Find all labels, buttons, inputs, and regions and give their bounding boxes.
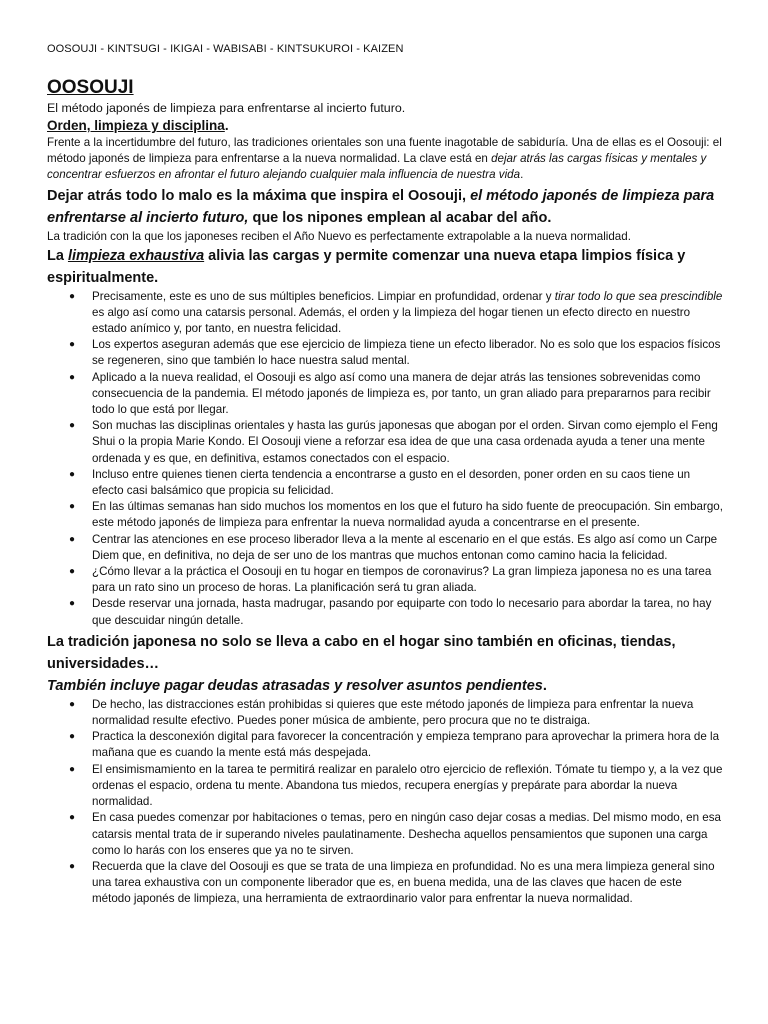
page-title: OOSOUJI [47, 77, 134, 98]
list-item [47, 370, 723, 419]
list-item-text: Precisamente, este es uno de sus múltiples beneficios. Limpiar en profundidad, ordenar y [92, 289, 555, 303]
list-item-text: Incluso entre quienes tienen cierta tendencia a encontrarse a gusto en el desorden, poner orden en su caos tiene un efecto casi balsámico que propicia su felicidad. [92, 467, 691, 498]
list-item-text: Practica la desconexión digital para favorecer la concentración y empieza temprano para aprovechar la primera hora de la mañana que es cuando la mente está más despejada. [92, 730, 720, 760]
list-item-text: Centrar las atenciones en ese proceso liberador lleva a la mente al escenario en el que estás. Es algo así como un Carpe Diem que, en definitiva, no deja de ser uno de los mantras que muchos entonan como camino hacia la felicidad. [92, 532, 718, 562]
bullet-icon: ● [69, 860, 76, 872]
limpieza-text-a: La [47, 247, 68, 264]
list-item-text-italic: tirar todo lo que sea prescindible [554, 289, 723, 303]
dejar-text-c: el método japonés de limpieza para enfrentarse al incierto futuro, [47, 187, 715, 226]
intro-text-b: dejar atrás las cargas físicas y mentales y concentrar esfuerzos en afrontar el futuro alejando cualquier mala influencia de nuestra vida [47, 152, 707, 182]
list-item-text-end: es algo así como una catarsis personal. Además, el orden y la limpieza del hogar tienen un efecto directo en nuestro estado anímico y, por tanto, en nuestra felicidad. [92, 305, 691, 336]
section-heading-orden-period: . [224, 118, 229, 133]
bullet-icon: ● [69, 698, 76, 710]
page-subtitle: El método japonés de limpieza para enfrentarse al incierto futuro. [47, 101, 406, 115]
list-item [47, 697, 723, 729]
bullet-icon: ● [69, 763, 76, 775]
list-item-text: ¿Cómo llevar a la práctica el Oosouji en tu hogar en tiempos de coronavirus? La gran limpieza japonesa no es una tarea para un rato sino un proceso de horas. La planificación será tu gran aliada. [92, 565, 712, 595]
list-item [47, 418, 723, 467]
bullet-icon: ● [69, 812, 76, 824]
bullet-icon: ● [69, 731, 76, 743]
list-item [47, 532, 723, 564]
bullet-icon: ● [69, 468, 76, 480]
list-item [47, 762, 723, 811]
deudas-text: También incluye pagar deudas atrasadas y resolver asuntos pendientes [47, 677, 543, 694]
list-item-text: En casa puedes comenzar por habitaciones o temas, pero en ningún caso dejar cosas a medias. Del mismo modo, en esa catarsis mental trata de ir superando niveles paulatinamente. Deshecha aquellos pensamientos que suponen una carga como lo harás con los enseres que ya no te sirven. [92, 811, 721, 857]
list-item-text: De hecho, las distracciones están prohibidas si quieres que este método japonés de limpieza para enfrentar la nueva normalidad resulte efectivo. Puedes poner música de ambiente, pero procura que no te distraiga. [92, 697, 694, 728]
section-heading-deudas [47, 675, 723, 697]
list-item [47, 859, 723, 908]
list-item-text: Recuerda que la clave del Oosouji es que se trata de una limpieza en profundidad. No es una mera limpieza general sino una tarea exhaustiva con un componente liberador que es, en buena medida, una de las claves que hacen de este método japonés de limpieza, una herramienta de extraordinario valor para enfrentar la nueva normalidad. [92, 859, 715, 906]
bullet-icon: ● [69, 533, 76, 545]
dejar-text-a: Dejar atrás todo lo malo es la máxima que inspira el Oosouji [47, 187, 462, 204]
intro-paragraph [47, 135, 723, 184]
bullet-list-2 [47, 697, 723, 908]
bullet-icon: ● [69, 598, 76, 610]
list-item [47, 289, 723, 338]
list-item [47, 499, 723, 531]
limpieza-text-c: alivia las cargas y permite comenzar una nueva etapa limpios física y espiritualmente. [47, 247, 686, 286]
section-heading-orden [47, 117, 723, 135]
bullet-icon: ● [69, 339, 76, 351]
document-body [47, 41, 723, 908]
topics-header: OOSOUJI - KINTSUGI - IKIGAI - WABISABI - KINTSUKUROI - KAIZEN [47, 43, 404, 55]
list-item-text: Son muchas las disciplinas orientales y hasta las gurús japonesas que abogan por el orden. Sirvan como ejemplo el Feng Shui o la propia Marie Kondo. El Oosouji viene a reforzar esa idea de que una casa ordenada ayuda a tener una mente ordenada y es que, en definitiva, estamos conectados con el espacio. [92, 419, 718, 465]
list-item [47, 337, 723, 369]
bullet-icon: ● [69, 566, 76, 578]
intro-text-a: Frente a la incertidumbre del futuro, las tradiciones orientales son una fuente inagotable de sabiduría. Una de ellas es el Oosouji: el método japonés de limpieza para enfrentarse a la nueva normalidad. La clave está en [47, 136, 722, 166]
bullet-icon: ● [69, 290, 76, 302]
dejar-text-d: que los nipones emplean al acabar del año. [248, 209, 552, 226]
list-item-text: En las últimas semanas han sido muchos los momentos en los que el futuro ha sido fuente de preocupación. Sin embargo, este método japonés de limpieza para enfrentar la nueva normalidad ayuda a concentrarse en el presente. [92, 500, 723, 530]
bullet-list-1 [47, 289, 723, 629]
list-item [47, 729, 723, 761]
bullet-icon: ● [69, 420, 76, 432]
bullet-icon: ● [69, 501, 76, 513]
list-item [47, 810, 723, 859]
dejar-text-b: , [462, 187, 471, 204]
list-item-text: Los expertos aseguran además que ese ejercicio de limpieza tiene un efecto liberador. No es solo que los espacios físicos se regeneren, sino que también lo hace nuestra salud mental. [92, 338, 721, 368]
section-heading-oficinas: La tradición japonesa no solo se lleva a cabo en el hogar sino también en oficinas, tiendas, universidades… [47, 633, 676, 672]
section-heading-dejar [47, 185, 723, 229]
section-heading-orden-text: Orden, limpieza y disciplina [47, 118, 225, 133]
tradition-paragraph: La tradición con la que los japoneses reciben el Año Nuevo es perfectamente extrapolable a la nueva normalidad. [47, 229, 631, 243]
list-item [47, 596, 723, 628]
list-item-text: El ensimismamiento en la tarea te permitirá realizar en paralelo otro ejercicio de reflexión. Tómate tu tiempo y, a la vez que ordenas el espacio, ordena tu mente. Abandona tus miedos, recupera energías y prepárate para abordar la nueva normalidad. [92, 762, 723, 809]
list-item [47, 564, 723, 596]
list-item [47, 467, 723, 499]
intro-text-c: . [520, 168, 524, 182]
section-heading-limpieza [47, 245, 723, 289]
deudas-period: . [542, 677, 547, 694]
list-item-text: Desde reservar una jornada, hasta madrugar, pasando por equiparte con todo lo necesario para abordar la tarea, no hay que descuidar ningún detalle. [92, 597, 712, 627]
bullet-icon: ● [69, 371, 76, 383]
limpieza-text-b: limpieza exhaustiva [67, 247, 205, 264]
list-item-text: Aplicado a la nueva realidad, el Oosouji es algo así como una manera de dejar atrás las tensiones sobrevenidas como consecuencia de la pandemia. El método japonés de limpieza es, por tanto, un gran aliado para prepararnos para recibir todo lo que está por llegar. [92, 370, 711, 417]
